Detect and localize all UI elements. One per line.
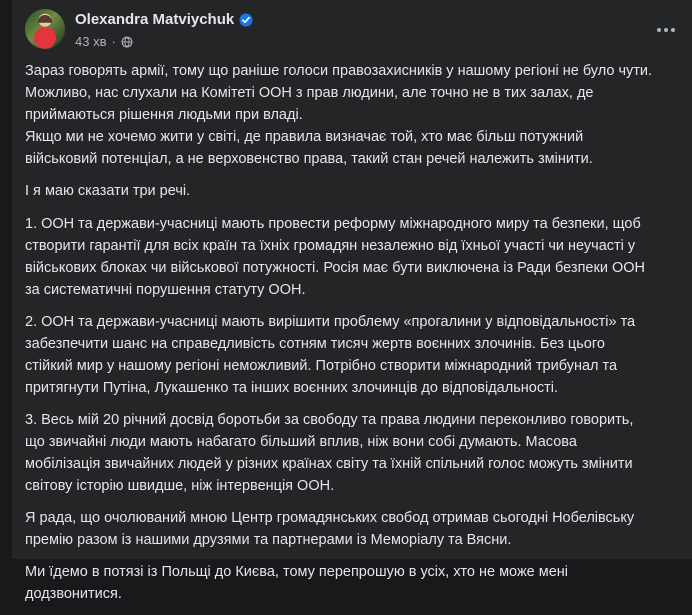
post-line: Ми їдемо в потязі із Польщі до Києва, тому перепрошую в усіх, хто не може мені [25, 564, 569, 580]
post-line: Якщо ми не хочемо жити у світі, де правила визначає той, хто має більш потужний [25, 129, 584, 145]
globe-icon[interactable] [121, 36, 133, 48]
post-line: мобілізація звичайних людей у різних країнах світу та їхній спільний голос можуть змінити [25, 456, 633, 472]
post-paragraph-2 [25, 180, 675, 202]
author-name[interactable]: Olexandra Matviychuk [75, 11, 235, 28]
post-paragraph-3 [25, 213, 675, 301]
post-line: Зараз говорять армії, тому що раніше голоси правозахисників у нашому регіоні не було чути. [25, 63, 653, 79]
post-paragraph-5 [25, 409, 675, 497]
post-line: світову історію швидше, ніж інтервенція ООН. [25, 478, 335, 494]
post-line: стійкий мир у нашому регіоні неможливий. Потрібно створити міжнародний трибунал та [25, 358, 618, 374]
post-paragraph-4 [25, 311, 675, 399]
post-line: премію разом із нашими друзями та партнерами із Меморіалу та Вясни. [25, 532, 512, 548]
author-avatar[interactable] [25, 9, 65, 49]
post-line: 2. ООН та держави-учасниці мають вирішити проблему «прогалини у відповідальності» та [25, 314, 636, 330]
post-line: за систематичні порушення статуту ООН. [25, 282, 306, 298]
post-paragraph-6 [25, 507, 675, 551]
post-meta [75, 34, 133, 50]
post-line: приймаються рішення людьми при владі. [25, 107, 303, 123]
post-line: 1. ООН та держави-учасниці мають провести реформу міжнародного миру та безпеки, щоб [25, 216, 641, 232]
post-line: Я рада, що очолюваний мною Центр громадянських свобод отримав сьогодні Нобелівську [25, 510, 635, 526]
post-line: додзвонитися. [25, 586, 122, 602]
post-line: забезпечити шанс на справедливість сотням тисяч жертв воєнних злочинів. Без цього [25, 336, 605, 352]
more-options-icon [657, 28, 675, 32]
meta-separator: · [111, 34, 116, 49]
post-line: створити гарантії для всіх країн та їхніх громадян незалежно від їхньої участі чи неучасті у [25, 238, 636, 254]
post-line: що звичайні люди мають набагато більший вплив, ніж вони собі думають. Масова [25, 434, 577, 450]
post-line: притягнути Путіна, Лукашенко та інших воєнних злочинців до відповідальності. [25, 380, 558, 396]
author-line [75, 10, 253, 30]
post-paragraph-7 [25, 561, 675, 605]
post-paragraph-1 [25, 60, 675, 170]
facebook-post [12, 0, 692, 602]
verified-badge-icon [239, 13, 253, 27]
post-line: військових блоках чи військової потужності. Росія має бути виключена із Ради безпеки ООН [25, 260, 645, 276]
post-line: Можливо, нас слухали на Комітеті ООН з прав людини, але точно не в тих залах, де [25, 85, 594, 101]
post-line: 3. Весь мій 20 річний досвід боротьби за свободу та права людини переконливо говорить, [25, 412, 634, 428]
post-header [12, 0, 692, 62]
post-body [25, 60, 675, 615]
more-options-button[interactable] [648, 12, 684, 48]
post-timestamp[interactable]: 43 хв [75, 34, 107, 49]
post-line: військовий потенціал, а не верховенство права, такий стан речей належить змінити. [25, 151, 593, 167]
post-line: І я маю сказати три речі. [25, 183, 191, 199]
